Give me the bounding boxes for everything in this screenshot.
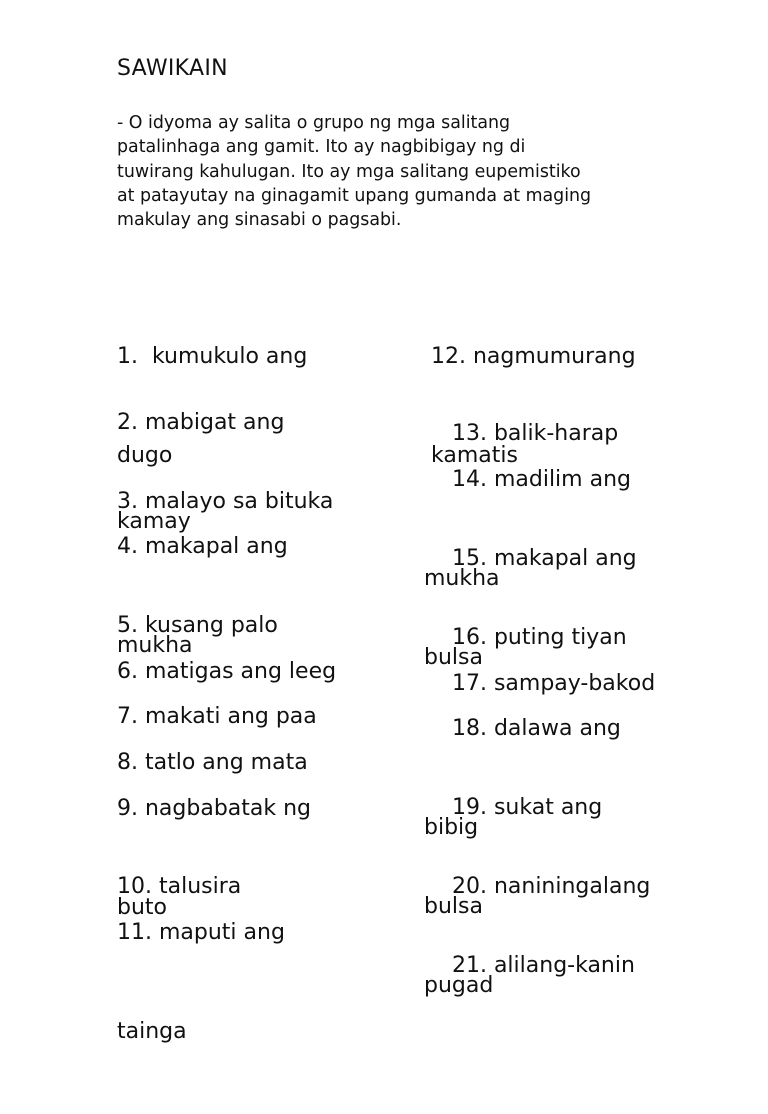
list-item-text: 10. talusira — [117, 874, 242, 899]
list-item-text: pugad — [424, 973, 494, 998]
list-item — [117, 850, 285, 1114]
definition-line: patalinhaga ang gamit. Ito ay nagbibigay ng di — [117, 137, 526, 158]
definition-line: tuwirang kahulugan. Ito ay mga salitang eupemistiko — [117, 161, 581, 182]
definition-line: makulay ang sinasabi o pagsabi. — [117, 210, 402, 231]
list-item-text: kamatis — [424, 443, 518, 468]
list-item-text: 4. makapal ang — [117, 534, 288, 559]
definition-paragraph — [117, 111, 677, 232]
list-item-text: dugo — [117, 443, 173, 468]
list-item-text: mukha — [424, 566, 500, 591]
list-item-text: 19. sukat ang — [424, 795, 603, 820]
list-item-text: bulsa — [424, 894, 483, 919]
list-item-text: 20. naniningalang — [424, 874, 651, 899]
list-item-text: 18. dalawa ang — [424, 716, 621, 741]
list-item-text: bulsa — [424, 645, 483, 670]
list-item-text: 2. mabigat ang — [117, 410, 285, 435]
list-item-text: 12. nagmumurang — [424, 344, 636, 369]
list-item-text: 9. nagbabatak ng — [117, 796, 312, 821]
list-item-text: 15. makapal ang — [424, 546, 637, 571]
list-item-text: 6. matigas ang leeg — [117, 659, 337, 684]
list-item-text: bibig — [424, 815, 479, 840]
list-item-text: 21. alilang-kanin — [424, 953, 635, 978]
list-item-text: buto — [117, 895, 167, 920]
list-item-text: 16. puting tiyan — [424, 625, 627, 650]
list-item-text: 3. malayo sa bituka — [117, 489, 334, 514]
list-item-text: 14. madilim ang — [424, 467, 631, 492]
list-item-text: 8. tatlo ang mata — [117, 750, 308, 775]
list-item-text: 5. kusang palo — [117, 613, 278, 638]
definition-line: at patayutay na ginagamit upang gumanda at maging — [117, 185, 592, 206]
definition-line: - O idyoma ay salita o grupo ng mga salitang — [117, 113, 511, 133]
list-item — [424, 883, 635, 1048]
list-item-text: 17. sampay-bakod — [424, 671, 656, 696]
list-item-text: 13. balik-harap — [424, 421, 619, 446]
list-item-text: 7. makati ang paa — [117, 704, 317, 729]
list-item-text: kamay — [117, 509, 191, 534]
list-item-text: mukha — [117, 633, 193, 658]
list-item-text: tainga — [117, 1019, 187, 1044]
page-title: SAWIKAIN — [117, 56, 228, 81]
list-item-text: 11. maputi ang — [117, 920, 285, 945]
list-item-text: 1. kumukulo ang — [117, 344, 308, 369]
